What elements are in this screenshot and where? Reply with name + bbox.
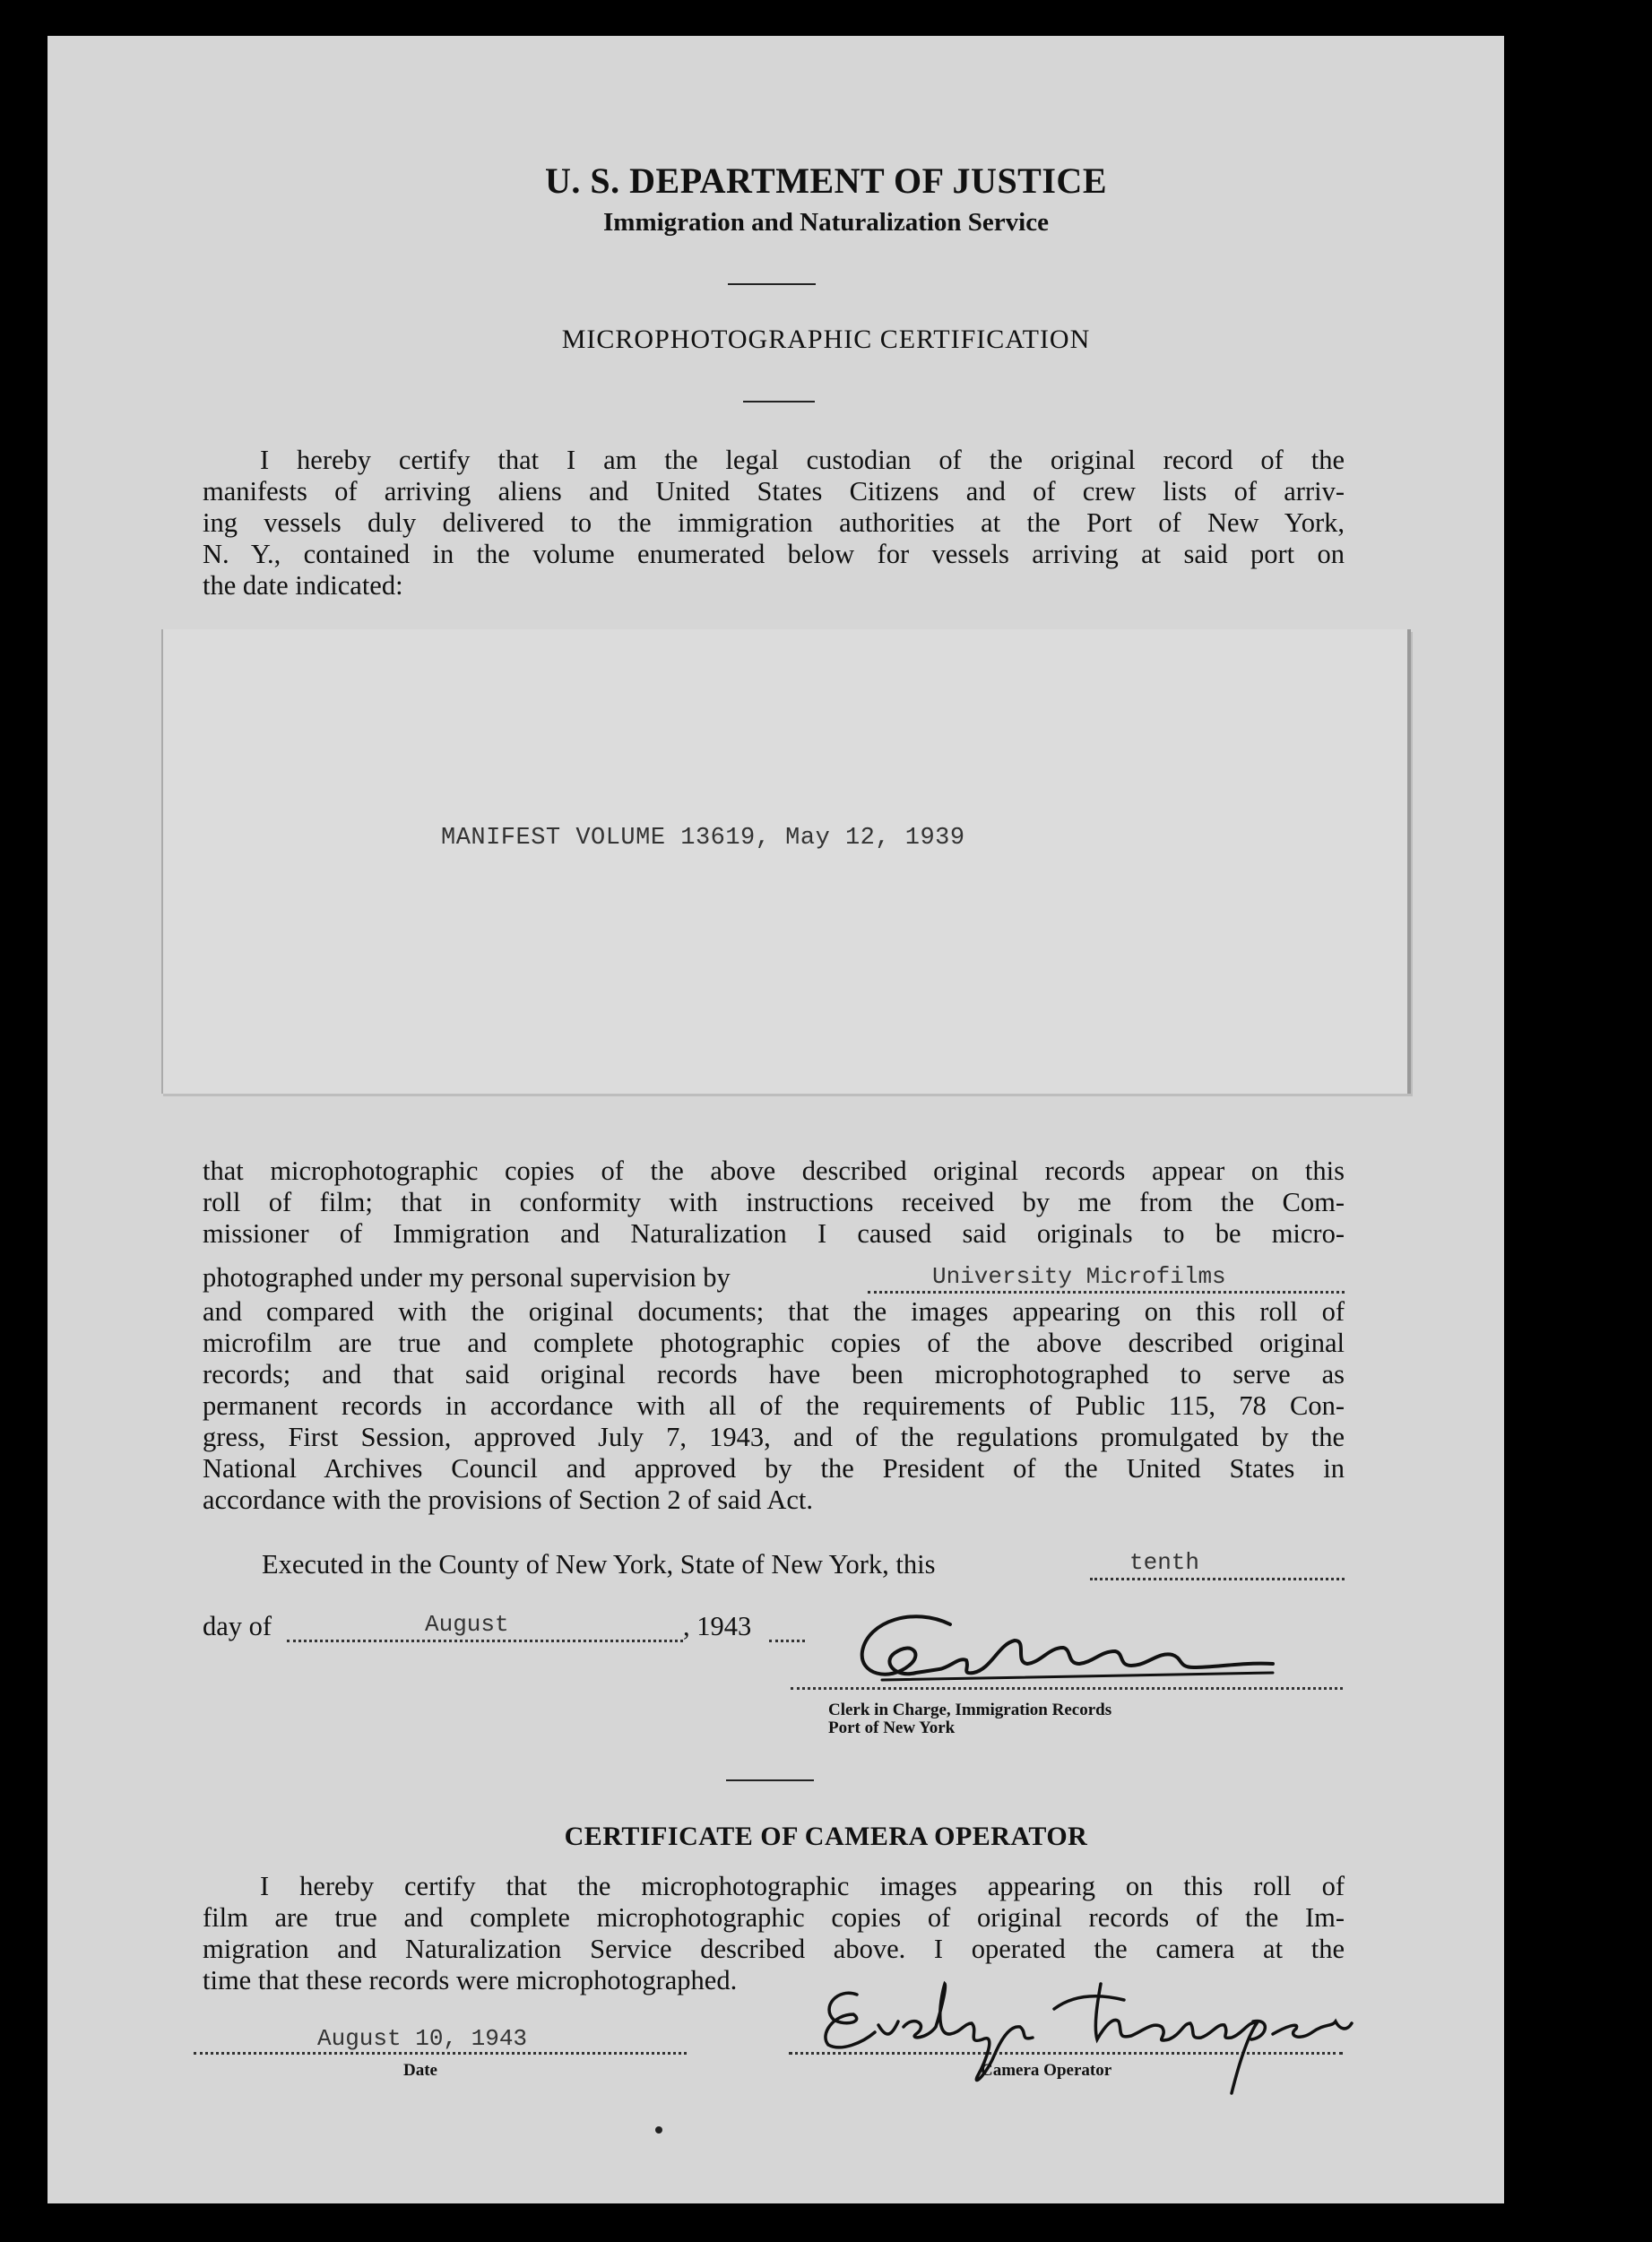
text-line: missioner of Immigration and Naturalization I caused said originals to be micro- (203, 1218, 1345, 1249)
camera-date-label: Date (403, 2061, 437, 2080)
day-of-month-field (287, 1611, 683, 1642)
text-line: that microphotographic copies of the above described original records appear on this (203, 1156, 1345, 1186)
body-paragraph-2 (203, 1296, 1345, 1516)
manifest-label: MANIFEST VOLUME 13619, May 12, 1939 (441, 825, 965, 852)
department-heading: U. S. DEPARTMENT OF JUSTICE (545, 160, 1107, 201)
supervision-field (868, 1263, 1345, 1294)
camera-operator-signature (798, 1968, 1354, 2102)
day-of-year: , 1943 (683, 1611, 752, 1641)
camera-date-field (194, 2025, 687, 2055)
text-line: records; and that said original records have been microphotographed to serve as (203, 1359, 1345, 1389)
text-line: time that these records were microphotographed. (203, 1965, 738, 1995)
divider (743, 401, 815, 403)
section-title: MICROPHOTOGRAPHIC CERTIFICATION (561, 325, 1091, 354)
text-line: I hereby certify that the microphotographic images appearing on this roll of (260, 1871, 1345, 1901)
text-line: film are true and complete microphotographic copies of original records of the Im- (203, 1902, 1345, 1933)
executed-day-value: tenth (1129, 1549, 1200, 1576)
text-line: N. Y., contained in the volume enumerated below for vessels arriving at said port on (203, 539, 1345, 569)
manifest-card (161, 629, 1411, 1094)
divider (728, 283, 816, 285)
text-line: manifests of arriving aliens and United States Citizens and of crew lists of arriv- (203, 476, 1345, 506)
executed-prefix: Executed in the County of New York, State of New York, this (262, 1549, 936, 1580)
day-of-prefix: day of (203, 1611, 272, 1641)
text-line: accordance with the provisions of Section 2 of said Act. (203, 1485, 813, 1515)
text-line: I hereby certify that I am the legal custodian of the original record of the (260, 445, 1345, 475)
clerk-title-line2: Port of New York (828, 1718, 956, 1737)
text-line: ing vessels duly delivered to the immigration authorities at the Port of New York, (203, 507, 1345, 538)
camera-date-value: August 10, 1943 (317, 2025, 528, 2052)
clerk-signature (807, 1605, 1380, 1694)
text-line: National Archives Council and approved by the President of the United States in (203, 1453, 1345, 1484)
text-line: gress, First Session, approved July 7, 1943, and of the regulations promulgated by the (203, 1422, 1345, 1452)
intro-paragraph (203, 445, 1345, 602)
punch-dot (655, 2126, 662, 2134)
divider (726, 1779, 814, 1781)
supervision-prefix: photographed under my personal supervision by (203, 1262, 731, 1293)
text-line: and compared with the original documents; that the images appearing on this roll of (203, 1296, 1345, 1327)
text-line: migration and Naturalization Service described above. I operated the camera at the (203, 1934, 1345, 1964)
clerk-title-line1: Clerk in Charge, Immigration Records (828, 1701, 1112, 1719)
text-line: roll of film; that in conformity with instructions received by me from the Com- (203, 1187, 1345, 1217)
year-fill-dots (769, 1615, 805, 1642)
executed-day-field (1090, 1549, 1345, 1580)
camera-operator-label: Camera Operator (981, 2061, 1112, 2080)
text-line: permanent records in accordance with all of the requirements of Public 115, 78 Con- (203, 1390, 1345, 1421)
text-line: the date indicated: (203, 570, 403, 601)
supervision-value: University Microfilms (932, 1263, 1226, 1290)
clerk-title (828, 1701, 1111, 1737)
text-line: microfilm are true and complete photographic copies of the above described original (203, 1328, 1345, 1358)
day-of-month-value: August (425, 1611, 509, 1638)
camera-certificate-title: CERTIFICATE OF CAMERA OPERATOR (564, 1822, 1088, 1851)
service-subheading: Immigration and Naturalization Service (603, 208, 1049, 237)
body-paragraph (203, 1156, 1345, 1250)
